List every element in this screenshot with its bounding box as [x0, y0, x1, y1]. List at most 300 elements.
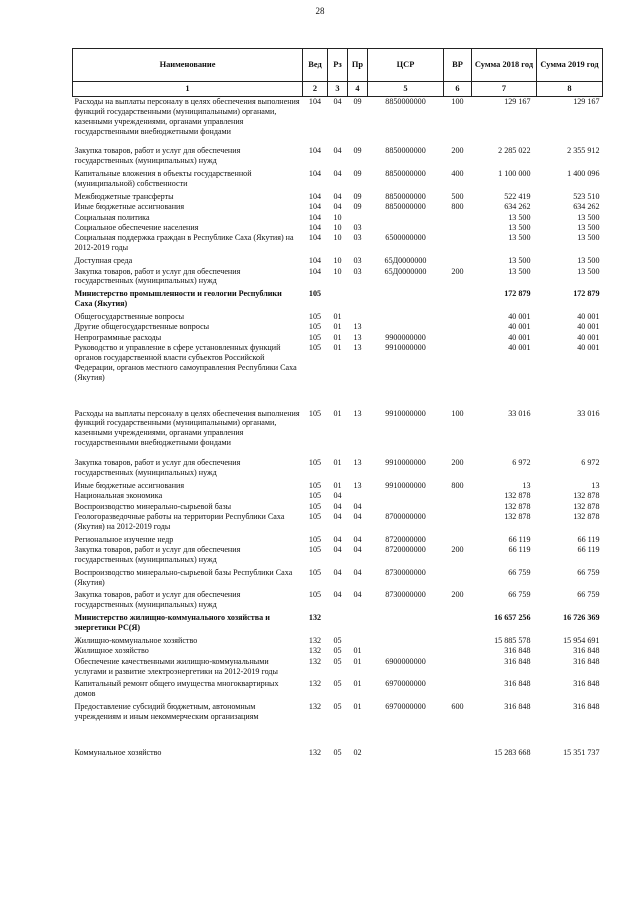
table-row	[73, 545, 603, 568]
row-name: Социальная политика	[74, 212, 150, 222]
row-csr: 6970000000	[385, 702, 426, 712]
row-sum-2018: 522 419	[504, 191, 531, 201]
row-pr	[348, 289, 368, 312]
row-ved: 104	[308, 146, 322, 156]
row-csr: 9910000000	[385, 408, 426, 418]
row-csr: 8850000000	[385, 169, 426, 179]
row-sum-2018: 15 283 668	[494, 747, 531, 757]
row-vr	[444, 613, 472, 636]
table-row	[73, 590, 603, 613]
col-number: 2	[303, 82, 328, 97]
row-rz: 05	[333, 646, 342, 656]
row-name: Расходы на выплаты персоналу в целях обеспечения выполнения функций государственными (муниципальными) органами, казенными учреждениями, органами управления государственными внебюджетными фондами	[74, 97, 300, 136]
table-row	[73, 679, 603, 702]
row-ved: 104	[308, 169, 322, 179]
row-pr: 13	[353, 332, 362, 342]
row-rz: 10	[333, 266, 342, 276]
row-sum-2018: 129 167	[504, 97, 531, 106]
row-ved: 104	[308, 256, 322, 266]
row-pr: 09	[353, 191, 362, 201]
row-name: Геологоразведочные работы на территории Республики Саха (Якутия) на 2012-2019 годы	[74, 511, 285, 531]
row-pr: 09	[353, 169, 362, 179]
row-vr: 500	[451, 191, 464, 201]
row-name: Коммунальное хозяйство	[74, 747, 162, 757]
row-name: Закупка товаров, работ и услуг для обеспечения государственных (муниципальных) нужд	[74, 458, 241, 477]
row-sum-2018: 316 848	[504, 646, 531, 656]
row-rz: 05	[333, 679, 342, 689]
row-rz: 01	[333, 458, 342, 468]
row-ved: 105	[308, 491, 322, 501]
row-sum-2018: 40 001	[508, 332, 531, 342]
row-sum-2018: 16 657 256	[494, 613, 531, 623]
row-rz: 05	[333, 656, 342, 666]
row-sum-2018: 2 285 022	[498, 146, 531, 156]
table-header-row	[73, 49, 603, 82]
row-csr: 9910000000	[385, 343, 426, 353]
row-csr	[368, 502, 444, 512]
row-pr	[348, 213, 368, 223]
col-number: 1	[73, 82, 303, 97]
row-vr: 200	[451, 266, 464, 276]
row-name: Иные бюджетные ассигнования	[74, 202, 185, 212]
row-sum-2018: 13 500	[508, 212, 531, 222]
row-pr	[348, 312, 368, 322]
row-rz: 04	[333, 501, 342, 511]
row-pr: 04	[353, 590, 362, 600]
row-csr: 6970000000	[385, 679, 426, 689]
row-rz: 10	[333, 223, 342, 233]
row-name: Капитальные вложения в объекты государственной (муниципальной) собственности	[74, 169, 252, 189]
row-vr	[444, 289, 472, 312]
row-rz: 04	[333, 545, 342, 555]
row-rz: 05	[333, 635, 342, 645]
row-name: Министерство промышленности и геологии Республики Саха (Якутия)	[74, 289, 282, 309]
row-ved: 132	[308, 613, 322, 623]
table-row	[73, 491, 603, 501]
row-sum-2019: 16 726 369	[563, 613, 600, 623]
row-sum-2019: 66 119	[577, 545, 600, 555]
row-pr: 01	[353, 646, 362, 656]
row-rz: 04	[333, 169, 342, 179]
row-ved: 132	[308, 747, 322, 757]
table-row	[73, 568, 603, 591]
row-ved: 132	[308, 702, 322, 712]
row-sum-2019: 13 500	[577, 223, 600, 233]
row-sum-2018: 66 759	[508, 567, 531, 577]
header-vr: ВР	[444, 49, 472, 82]
table-row	[73, 702, 603, 748]
row-pr: 13	[353, 408, 362, 418]
row-name: Капитальный ремонт общего имущества многоквартирных домов	[74, 679, 279, 699]
row-name: Региональное изучение недр	[74, 534, 174, 544]
row-sum-2018: 634 262	[504, 202, 531, 212]
row-vr	[444, 535, 472, 545]
row-rz: 10	[333, 256, 342, 266]
row-sum-2018: 40 001	[508, 343, 531, 353]
row-csr: 6500000000	[385, 233, 426, 243]
row-sum-2019: 316 848	[573, 679, 600, 689]
row-vr	[444, 636, 472, 646]
row-sum-2018: 316 848	[504, 679, 531, 689]
row-name: Закупка товаров, работ и услуг для обеспечения государственных (муниципальных) нужд	[74, 146, 241, 166]
row-rz	[328, 289, 348, 312]
table-row	[73, 343, 603, 408]
col-number: 8	[537, 82, 603, 97]
row-sum-2019: 6 972	[581, 458, 600, 468]
row-sum-2019: 15 351 737	[563, 747, 600, 757]
row-vr: 200	[451, 545, 464, 555]
row-ved: 104	[308, 233, 322, 243]
row-vr	[444, 679, 472, 702]
table-row	[73, 333, 603, 343]
table-row	[73, 636, 603, 646]
row-vr	[444, 502, 472, 512]
row-ved: 105	[308, 501, 322, 511]
col-number: 6	[444, 82, 472, 97]
row-vr: 200	[451, 458, 464, 468]
row-ved: 132	[308, 646, 322, 656]
row-pr: 02	[353, 747, 362, 757]
table-row	[73, 192, 603, 202]
row-csr	[368, 748, 444, 758]
row-sum-2019: 13 500	[577, 233, 600, 243]
header-sum-2018: Сумма 2018 год	[472, 49, 537, 82]
row-rz: 04	[333, 511, 342, 521]
row-name: Социальное обеспечение населения	[74, 223, 199, 233]
row-ved: 105	[308, 322, 322, 332]
row-vr	[444, 748, 472, 758]
row-pr: 01	[353, 679, 362, 689]
row-sum-2018: 66 119	[508, 545, 531, 555]
row-rz: 04	[333, 202, 342, 212]
row-rz: 04	[333, 191, 342, 201]
row-ved: 104	[308, 266, 322, 276]
row-csr	[368, 491, 444, 501]
row-name: Социальная поддержка граждан в Республике Саха (Якутия) на 2012-2019 годы	[74, 233, 294, 253]
col-number: 5	[368, 82, 444, 97]
row-sum-2019: 523 510	[573, 191, 600, 201]
row-ved: 105	[308, 311, 322, 321]
page-number: 28	[315, 6, 325, 16]
row-vr	[444, 213, 472, 223]
row-sum-2019: 15 954 691	[563, 635, 600, 645]
row-ved: 104	[308, 191, 322, 201]
table-row	[73, 502, 603, 512]
row-sum-2019: 13 500	[577, 266, 600, 276]
table-row-ministry	[73, 613, 603, 636]
row-vr	[444, 223, 472, 233]
row-sum-2018: 1 100 000	[498, 169, 531, 179]
row-vr: 200	[451, 590, 464, 600]
row-sum-2019: 40 001	[577, 322, 600, 332]
row-sum-2019: 40 001	[577, 343, 600, 353]
row-vr	[444, 333, 472, 343]
row-ved: 104	[308, 212, 322, 222]
row-sum-2018: 132 878	[504, 491, 531, 501]
row-csr	[368, 613, 444, 636]
row-sum-2019: 40 001	[577, 332, 600, 342]
row-ved: 105	[308, 332, 322, 342]
row-sum-2018: 13 500	[508, 233, 531, 243]
row-pr: 13	[353, 343, 362, 353]
row-pr: 04	[353, 534, 362, 544]
row-sum-2019: 2 355 912	[567, 146, 600, 156]
row-csr	[368, 312, 444, 322]
row-sum-2019: 33 016	[577, 408, 600, 418]
table-row	[73, 409, 603, 458]
row-sum-2019: 40 001	[577, 311, 600, 321]
row-csr: 65Д0000000	[384, 256, 427, 266]
row-name: Воспроизводство минерально-сырьевой базы Республики Саха (Якутия)	[74, 567, 293, 587]
row-name: Предоставление субсидий бюджетным, автономным учреждениям и иным некоммерческим организациям	[74, 702, 259, 721]
row-sum-2019: 634 262	[573, 202, 600, 212]
row-rz	[328, 613, 348, 636]
row-ved: 105	[308, 480, 322, 490]
table-row	[73, 512, 603, 535]
row-name: Закупка товаров, работ и услуг для обеспечения государственных (муниципальных) нужд	[74, 266, 241, 286]
row-sum-2019: 66 759	[577, 590, 600, 600]
row-rz: 04	[333, 146, 342, 156]
row-sum-2019: 66 759	[577, 567, 600, 577]
row-vr	[444, 343, 472, 408]
row-sum-2018: 132 878	[504, 511, 531, 521]
table-row	[73, 202, 603, 212]
row-vr	[444, 512, 472, 535]
row-csr	[368, 646, 444, 656]
row-pr: 09	[353, 97, 362, 106]
row-csr	[368, 636, 444, 646]
header-rz: Рз	[328, 49, 348, 82]
table-row-ministry	[73, 289, 603, 312]
row-rz: 04	[333, 590, 342, 600]
col-number: 4	[348, 82, 368, 97]
row-ved: 104	[308, 97, 322, 106]
row-rz: 01	[333, 480, 342, 490]
row-sum-2018: 40 001	[508, 322, 531, 332]
column-number-row	[73, 82, 603, 97]
row-name: Министерство жилищно-коммунального хозяйства и энергетики РС(Я)	[74, 613, 270, 633]
row-csr: 9910000000	[385, 480, 426, 490]
table-row	[73, 458, 603, 481]
row-vr: 200	[451, 146, 464, 156]
table-row	[73, 213, 603, 223]
budget-table	[72, 48, 603, 758]
row-rz: 01	[333, 332, 342, 342]
row-pr: 01	[353, 702, 362, 712]
row-name: Закупка товаров, работ и услуг для обеспечения государственных (муниципальных) нужд	[74, 590, 241, 610]
row-sum-2018: 316 848	[504, 656, 531, 666]
row-ved: 105	[308, 511, 322, 521]
row-name: Непрограммные расходы	[74, 332, 162, 342]
row-ved: 105	[308, 408, 322, 418]
row-pr: 04	[353, 567, 362, 577]
row-csr: 8850000000	[385, 202, 426, 212]
row-csr: 8720000000	[385, 545, 426, 555]
row-csr: 8730000000	[385, 590, 426, 600]
row-sum-2018: 33 016	[508, 408, 531, 418]
row-csr: 8700000000	[385, 511, 426, 521]
row-rz: 10	[333, 233, 342, 243]
row-vr	[444, 491, 472, 501]
row-name: Расходы на выплаты персоналу в целях обеспечения выполнения функций государственными (муниципальными) органами, казенными учреждениями, органами управления государственными внебюджетными фондами	[74, 408, 300, 448]
row-rz: 05	[333, 747, 342, 757]
row-vr: 800	[451, 480, 464, 490]
row-rz: 05	[333, 702, 342, 712]
row-csr: 6900000000	[385, 656, 426, 666]
row-ved: 105	[308, 567, 322, 577]
header-name: Наименование	[73, 49, 303, 82]
row-name: Закупка товаров, работ и услуг для обеспечения государственных (муниципальных) нужд	[74, 545, 241, 564]
row-pr: 13	[353, 322, 362, 332]
table-body	[73, 97, 603, 759]
row-pr: 03	[353, 266, 362, 276]
row-vr: 100	[451, 408, 464, 418]
row-sum-2018: 15 885 578	[494, 635, 531, 645]
row-sum-2019: 132 878	[573, 511, 600, 521]
row-csr: 8850000000	[385, 97, 426, 106]
row-sum-2019: 132 878	[573, 491, 600, 501]
row-name: Руководство и управление в сфере установленных функций органов государственной власти субъектов Российской Федерации, органов местного самоуправления Республики Саха (Якутия)	[74, 343, 297, 382]
row-name: Жилищно-коммунальное хозяйство	[74, 635, 198, 645]
table-row	[73, 657, 603, 680]
row-csr: 8850000000	[385, 146, 426, 156]
row-rz: 04	[333, 97, 342, 106]
row-rz: 04	[333, 534, 342, 544]
row-name: Обеспечение качественными жилищно-коммунальными услугами и развитие электроэнергетики на 2012-2019 годы	[74, 656, 278, 676]
row-vr	[444, 646, 472, 656]
row-rz: 10	[333, 212, 342, 222]
row-vr: 100	[451, 97, 464, 106]
row-name: Иные бюджетные ассигнования	[74, 480, 185, 490]
row-sum-2019: 129 167	[573, 97, 600, 106]
row-ved: 105	[308, 458, 322, 468]
row-sum-2018: 316 848	[504, 702, 531, 712]
row-ved: 132	[308, 656, 322, 666]
row-csr	[368, 223, 444, 233]
row-pr: 13	[353, 480, 362, 490]
row-sum-2018: 13 500	[508, 266, 531, 276]
header-ved: Вед	[303, 49, 328, 82]
row-vr	[444, 233, 472, 256]
table-row	[73, 256, 603, 266]
table-row	[73, 322, 603, 332]
row-vr	[444, 568, 472, 591]
row-pr: 03	[353, 223, 362, 233]
row-pr: 04	[353, 501, 362, 511]
table-row	[73, 97, 603, 147]
row-rz: 04	[333, 491, 342, 501]
row-vr	[444, 657, 472, 680]
row-pr	[348, 491, 368, 501]
row-sum-2019: 132 878	[573, 501, 600, 511]
row-name: Национальная экономика	[74, 491, 163, 501]
row-vr	[444, 256, 472, 266]
row-ved: 105	[308, 343, 322, 353]
row-sum-2018: 13 500	[508, 256, 531, 266]
row-rz: 01	[333, 343, 342, 353]
row-name: Воспроизводство минерально-сырьевой базы	[74, 501, 232, 511]
row-rz: 01	[333, 311, 342, 321]
row-pr	[348, 613, 368, 636]
row-pr	[348, 636, 368, 646]
row-csr: 65Д0000000	[384, 266, 427, 276]
table-row	[73, 267, 603, 290]
row-sum-2018: 66 119	[508, 534, 531, 544]
row-csr	[368, 322, 444, 332]
row-pr: 03	[353, 233, 362, 243]
row-sum-2018: 13 500	[508, 223, 531, 233]
row-ved: 132	[308, 635, 322, 645]
row-rz: 01	[333, 408, 342, 418]
row-vr: 400	[451, 169, 464, 179]
row-rz: 01	[333, 322, 342, 332]
row-csr: 8730000000	[385, 567, 426, 577]
row-sum-2019: 1 400 096	[567, 169, 600, 179]
row-ved: 132	[308, 679, 322, 689]
row-csr	[368, 213, 444, 223]
header-pr: Пр	[348, 49, 368, 82]
row-sum-2019: 316 848	[573, 656, 600, 666]
row-sum-2019: 66 119	[577, 534, 600, 544]
row-name: Общегосударственные вопросы	[74, 311, 185, 321]
row-csr: 8720000000	[385, 534, 426, 544]
table-row	[73, 146, 603, 169]
row-sum-2018: 172 879	[504, 289, 531, 299]
row-vr	[444, 322, 472, 332]
row-csr: 9910000000	[385, 458, 426, 468]
row-pr: 09	[353, 146, 362, 156]
table-row	[73, 223, 603, 233]
table-row	[73, 748, 603, 758]
table-row	[73, 169, 603, 192]
col-number: 3	[328, 82, 348, 97]
row-csr	[368, 289, 444, 312]
row-pr: 01	[353, 656, 362, 666]
row-pr: 04	[353, 511, 362, 521]
row-csr: 8850000000	[385, 191, 426, 201]
table-row	[73, 312, 603, 322]
row-pr: 03	[353, 256, 362, 266]
row-vr	[444, 312, 472, 322]
row-sum-2019: 172 879	[573, 289, 600, 299]
row-sum-2018: 40 001	[508, 311, 531, 321]
row-sum-2018: 66 759	[508, 590, 531, 600]
row-sum-2019: 316 848	[573, 646, 600, 656]
row-ved: 104	[308, 223, 322, 233]
row-ved: 104	[308, 202, 322, 212]
row-ved: 105	[308, 545, 322, 555]
row-sum-2018: 13	[522, 480, 531, 490]
row-pr: 09	[353, 202, 362, 212]
row-vr: 600	[451, 702, 464, 712]
row-sum-2019: 316 848	[573, 702, 600, 712]
header-csr: ЦСР	[368, 49, 444, 82]
table-row	[73, 481, 603, 491]
row-sum-2018: 132 878	[504, 501, 531, 511]
header-sum-2019: Сумма 2019 год	[537, 49, 603, 82]
table-row	[73, 646, 603, 656]
row-ved: 105	[308, 534, 322, 544]
row-vr: 800	[451, 202, 464, 212]
row-rz: 04	[333, 567, 342, 577]
row-sum-2019: 13	[591, 480, 600, 490]
table-row	[73, 535, 603, 545]
row-pr: 13	[353, 458, 362, 468]
row-csr: 9900000000	[385, 332, 426, 342]
row-sum-2018: 6 972	[512, 458, 531, 468]
col-number: 7	[472, 82, 537, 97]
row-name: Жилищное хозяйство	[74, 646, 149, 656]
